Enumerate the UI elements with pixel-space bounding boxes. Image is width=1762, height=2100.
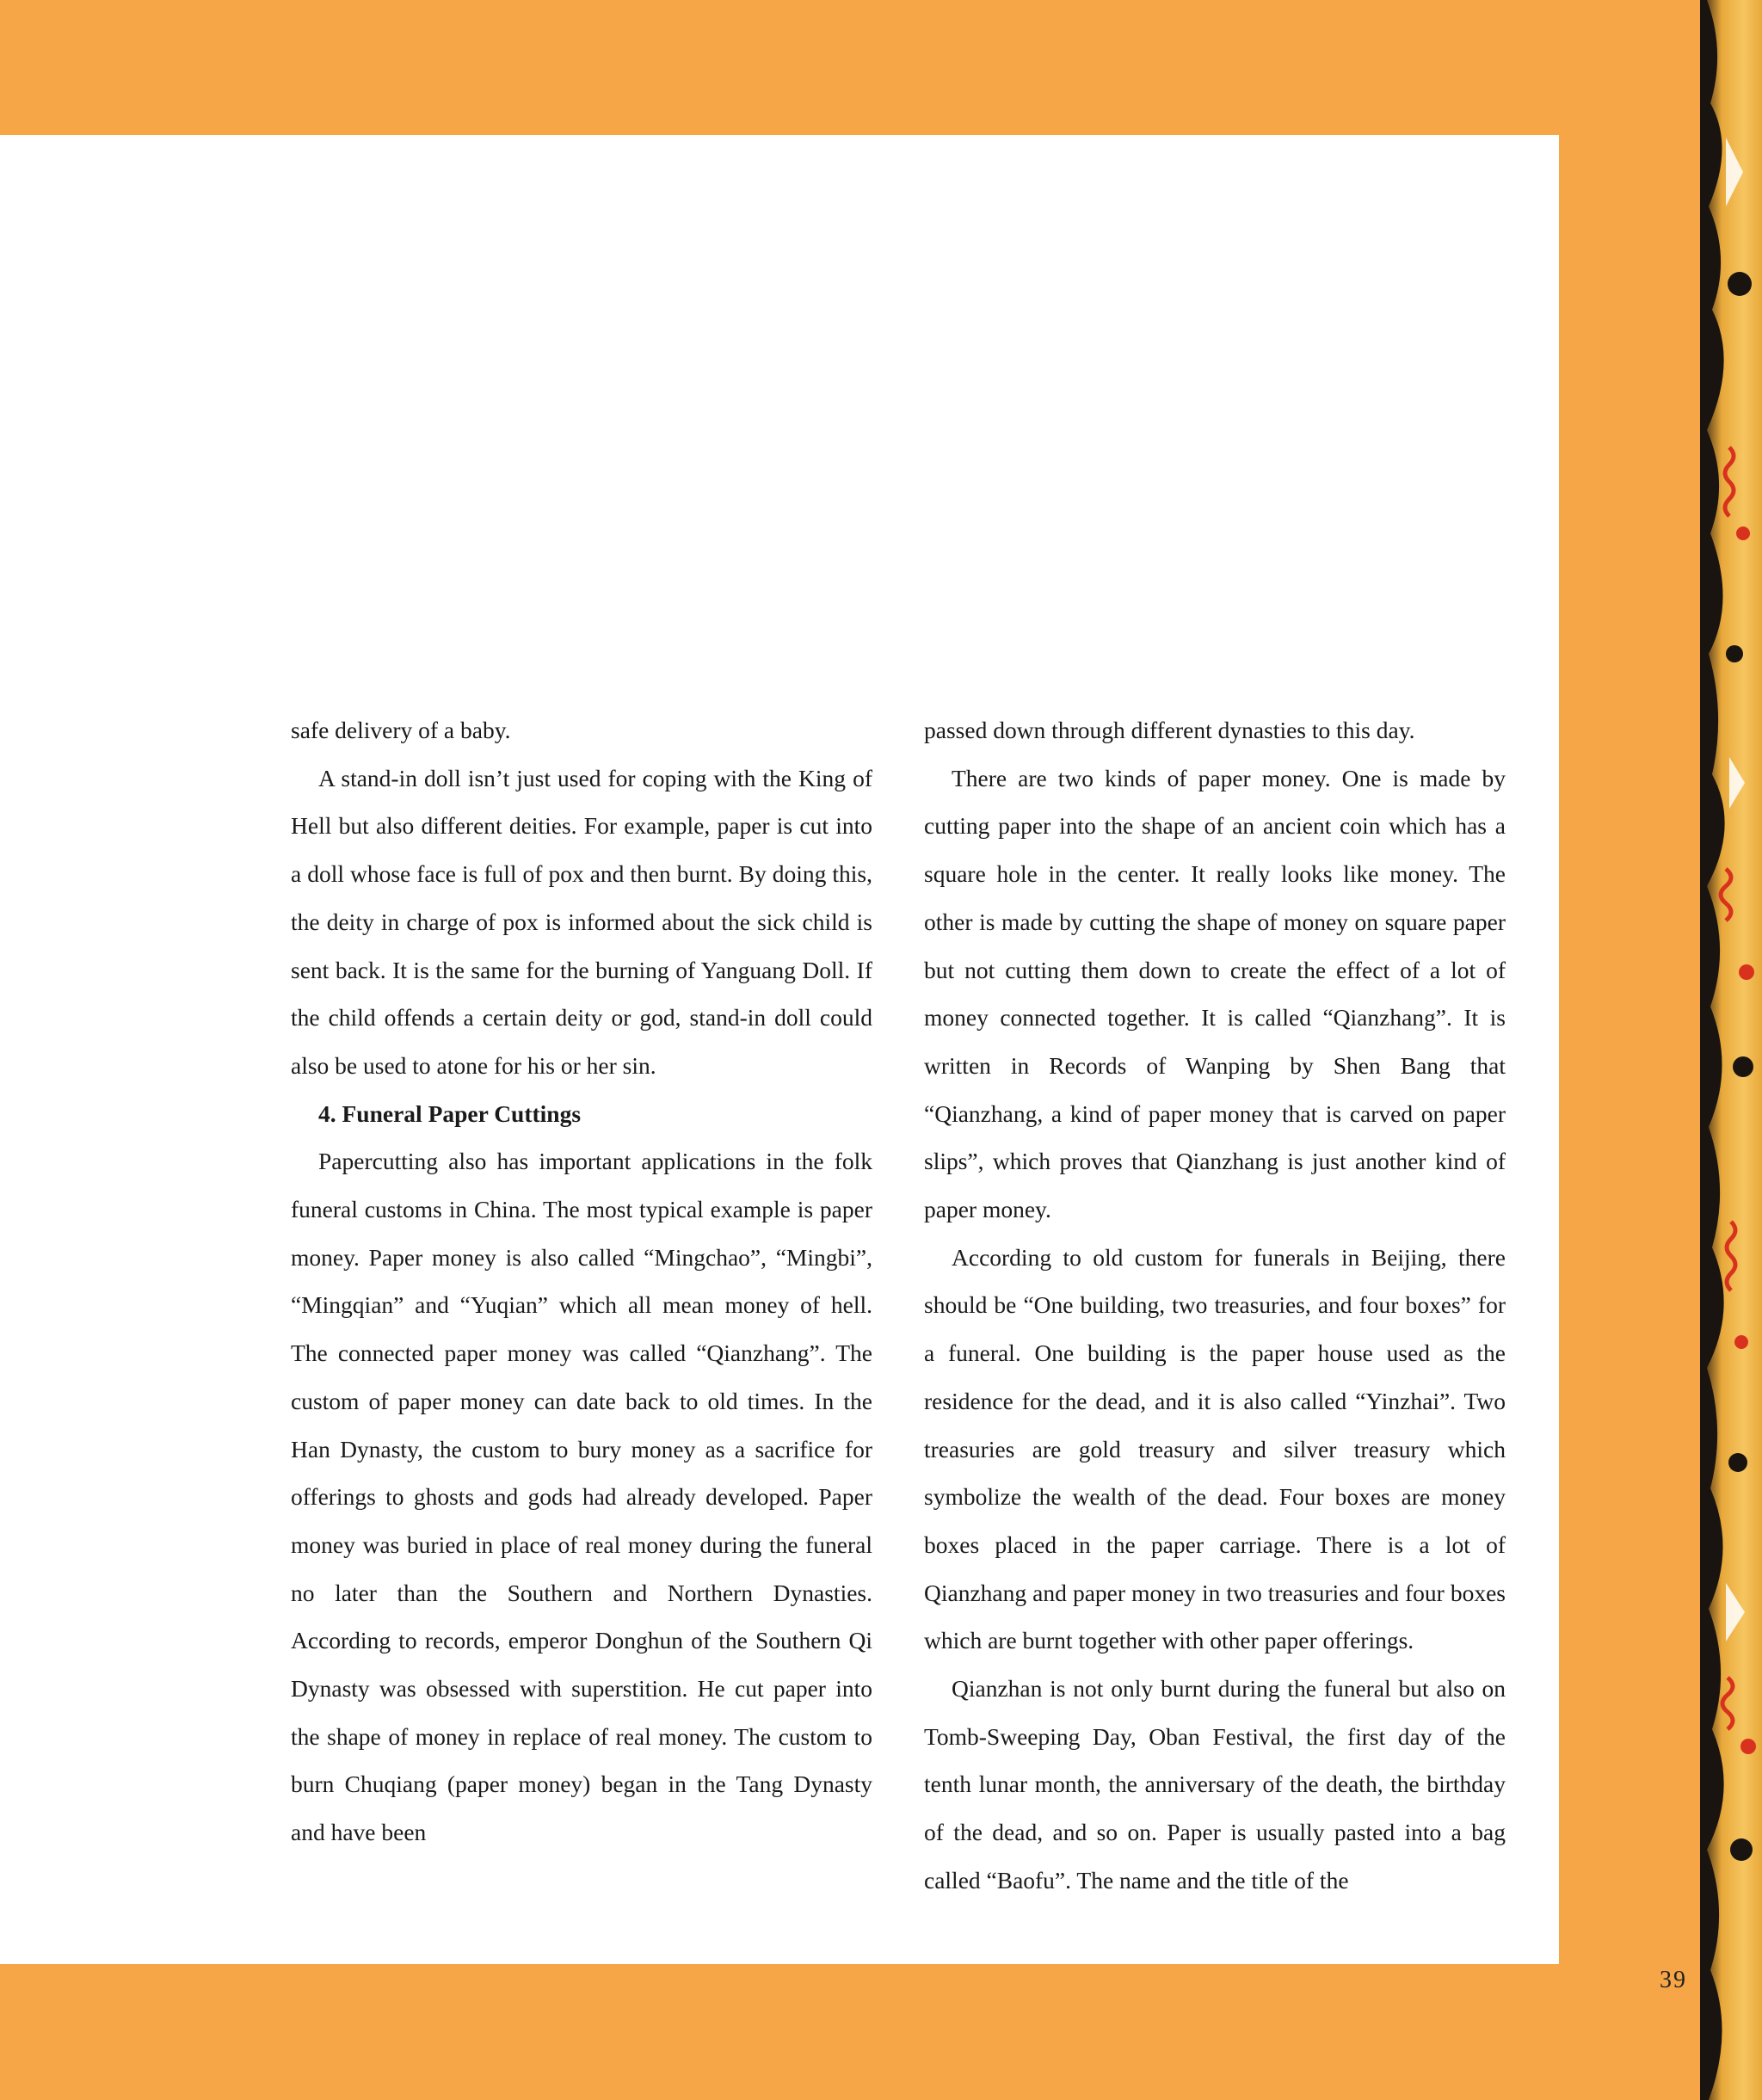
- paragraph-beijing-funeral-custom: According to old custom for funerals in Beijing, there should be “One building, two treasuries, and four boxes” for a funeral. One building is the paper house used as the residence for the dead, and it is also called “Yinzhai”. Two treasuries are gold treasury and silver treasury which symbolize the wealth of the dead. Four boxes are money boxes placed in the paper carriage. There is a lot of Qianzhang and paper money in two treasuries and four boxes which are burnt together with other paper offerings.: [924, 1243, 1506, 1654]
- paragraph-continued: passed down through different dynasties to this day.: [924, 717, 1415, 743]
- left-text-column: [291, 706, 872, 1857]
- paragraph-qianzhan-burning: Qianzhan is not only burnt during the funeral but also on Tomb-Sweeping Day, Oban Festival, the first day of the tenth lunar month, the anniversary of the death, the birthday of the dead, and so on. Paper is usually pasted into a bag called “Baofu”. The name and the title of the: [924, 1675, 1506, 1894]
- paragraph-continued: safe delivery of a baby.: [291, 717, 511, 743]
- papercut-ornament-border: [1700, 0, 1762, 2100]
- right-text-column: [924, 706, 1506, 1905]
- paragraph-stand-in-doll: A stand-in doll isn’t just used for coping with the King of Hell but also different deities. For example, paper is cut into a doll whose face is full of pox and then burnt. By doing this, the deity in charge of pox is informed about the sick child is sent back. It is the same for the burning of Yanguang Doll. If the child offends a certain deity or god, stand-in doll could also be used to atone for his or her sin.: [291, 764, 872, 1079]
- section-heading: 4. Funeral Paper Cuttings: [318, 1099, 582, 1127]
- page-number: 39: [1660, 1967, 1687, 1993]
- paragraph-two-kinds-paper-money: There are two kinds of paper money. One is made by cutting paper into the shape of an ancient coin which has a square hole in the center. It really looks like money. The other is made by cutting the shape of money on square paper but not cutting them down to create the effect of a lot of money connected together. It is called “Qianzhang”. It is written in Records of Wanping by Shen Bang that “Qianzhang, a kind of paper money that is carved on paper slips”, which proves that Qianzhang is just another kind of paper money.: [924, 764, 1506, 1223]
- paragraph-funeral-customs: Papercutting also has important applications in the folk funeral customs in China. The most typical example is paper money. Paper money is also called “Mingchao”, “Mingbi”, “Mingqian” and “Yuqian” which all mean money of hell. The connected paper money was called “Qianzhang”. The custom of paper money can date back to old times. In the Han Dynasty, the custom to bury money as a sacrifice for offerings to ghosts and gods had already developed. Paper money was buried in place of real money during the funeral no later than the Southern and Northern Dynasties. According to records, emperor Donghun of the Southern Qi Dynasty was obsessed with superstition. He cut paper into the shape of money in replace of real money. The custom to burn Chuqiang (paper money) began in the Tang Dynasty and have been: [291, 1148, 872, 1846]
- page-sheet: [0, 135, 1559, 1964]
